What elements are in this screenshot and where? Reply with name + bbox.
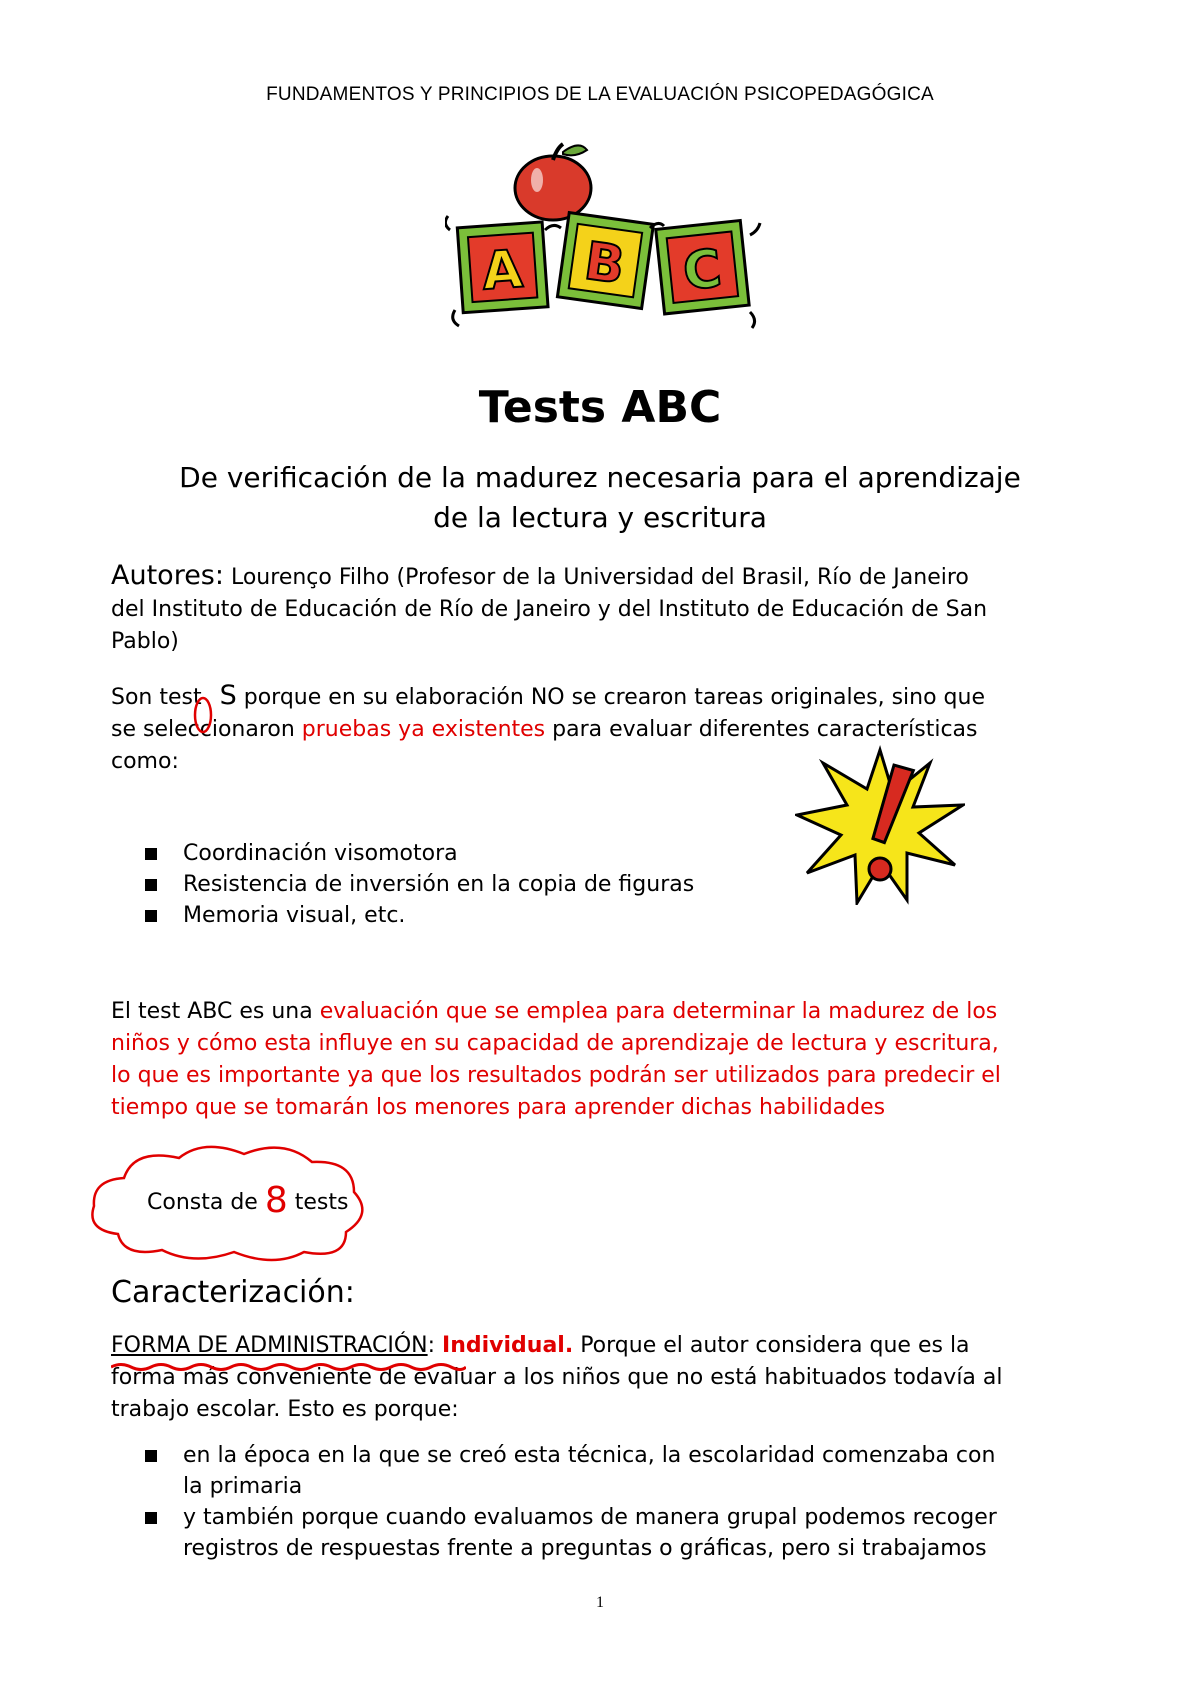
autores-label: Autores: bbox=[111, 560, 224, 591]
son-test-text: porque en su elaboración NO se crearon tareas originales, sino que bbox=[236, 685, 985, 710]
document-subtitle bbox=[100, 458, 1100, 538]
list-item-text: Coordinación visomotora bbox=[183, 841, 458, 866]
block-c-letter: C bbox=[680, 238, 725, 303]
tests-count: 8 bbox=[264, 1180, 288, 1221]
definicion-paragraph bbox=[111, 996, 1101, 1124]
son-test-text: como: bbox=[111, 749, 179, 774]
list-item bbox=[145, 838, 694, 869]
autores-text: del Instituto de Educación de Río de Janeiro y del Instituto de Educación de San bbox=[111, 597, 988, 622]
forma-text: trabajo escolar. Esto es porque: bbox=[111, 1397, 459, 1422]
block-c bbox=[656, 221, 749, 314]
list-item-text: registros de respuestas frente a preguntas o gráficas, pero si trabajamos bbox=[183, 1536, 987, 1561]
son-test-text: se seleccionaron bbox=[111, 717, 302, 742]
list-item bbox=[145, 869, 694, 900]
definicion-highlight: evaluación que se emplea para determinar la madurez de los bbox=[319, 999, 998, 1024]
list-item-text: Memoria visual, etc. bbox=[183, 903, 406, 928]
block-a-letter: A bbox=[480, 239, 525, 303]
block-a bbox=[457, 222, 548, 313]
list-item bbox=[145, 1502, 997, 1564]
red-squiggle-underline bbox=[111, 1362, 466, 1372]
forma-label: FORMA DE ADMINISTRACIÓN bbox=[111, 1333, 428, 1358]
page-header: FUNDAMENTOS Y PRINCIPIOS DE LA EVALUACIÓN PSICOPEDAGÓGICA bbox=[266, 84, 934, 105]
list-item bbox=[145, 900, 694, 931]
definicion-highlight: lo que es importante ya que los resultados podrán ser utilizados para predecir el bbox=[111, 1063, 1001, 1088]
caracterizacion-heading: Caracterización: bbox=[111, 1275, 355, 1310]
consta-text: tests bbox=[287, 1190, 349, 1215]
definicion-highlight: niños y cómo esta influye en su capacidad de aprendizaje de lectura y escritura, bbox=[111, 1031, 999, 1056]
list-item-text: y también porque cuando evaluamos de manera grupal podemos recoger bbox=[183, 1505, 997, 1530]
autores-text: Lourenço Filho (Profesor de la Universidad del Brasil, Río de Janeiro bbox=[223, 565, 969, 590]
block-b bbox=[557, 213, 653, 309]
son-test-text: Son test bbox=[111, 685, 202, 710]
son-test-text: para evaluar diferentes características bbox=[545, 717, 978, 742]
forma-text: forma más conveniente de evaluar a los niños que no está habituados todavía al bbox=[111, 1365, 1003, 1390]
son-test-text: S bbox=[219, 680, 237, 711]
definicion-text: El test ABC es una bbox=[111, 999, 320, 1024]
list-item bbox=[145, 1440, 997, 1502]
forma-paragraph bbox=[111, 1330, 1101, 1426]
block-b-letter: B bbox=[580, 231, 629, 297]
forma-colon: : bbox=[427, 1333, 443, 1358]
red-circle-annotation bbox=[192, 694, 214, 736]
autores-text: Pablo) bbox=[111, 629, 179, 654]
list-item-text: la primaria bbox=[183, 1474, 303, 1499]
pruebas-existentes-highlight: pruebas ya existentes bbox=[301, 717, 546, 742]
subtitle-line: de la lectura y escritura bbox=[433, 501, 767, 534]
forma-value: Individual. bbox=[442, 1333, 574, 1358]
consta-de-tests bbox=[147, 1180, 348, 1221]
page-number: 1 bbox=[596, 1594, 604, 1611]
exclamation-icon bbox=[795, 745, 965, 905]
forma-text: Porque el autor considera que es la bbox=[573, 1333, 970, 1358]
consta-text: Consta de bbox=[147, 1190, 265, 1215]
razones-list bbox=[145, 1440, 997, 1564]
list-item-text: en la época en la que se creó esta técnica, la escolaridad comenzaba con bbox=[183, 1443, 996, 1468]
autores-paragraph bbox=[111, 560, 1101, 658]
list-item-text: Resistencia de inversión en la copia de figuras bbox=[183, 872, 695, 897]
definicion-highlight: tiempo que se tomarán los menores para aprender dichas habilidades bbox=[111, 1095, 886, 1120]
abc-blocks-illustration bbox=[445, 140, 765, 360]
apple-icon bbox=[515, 144, 591, 220]
document-title: Tests ABC bbox=[478, 382, 722, 433]
caracteristicas-list bbox=[145, 838, 694, 931]
subtitle-line: De verificación de la madurez necesaria para el aprendizaje bbox=[179, 461, 1021, 494]
